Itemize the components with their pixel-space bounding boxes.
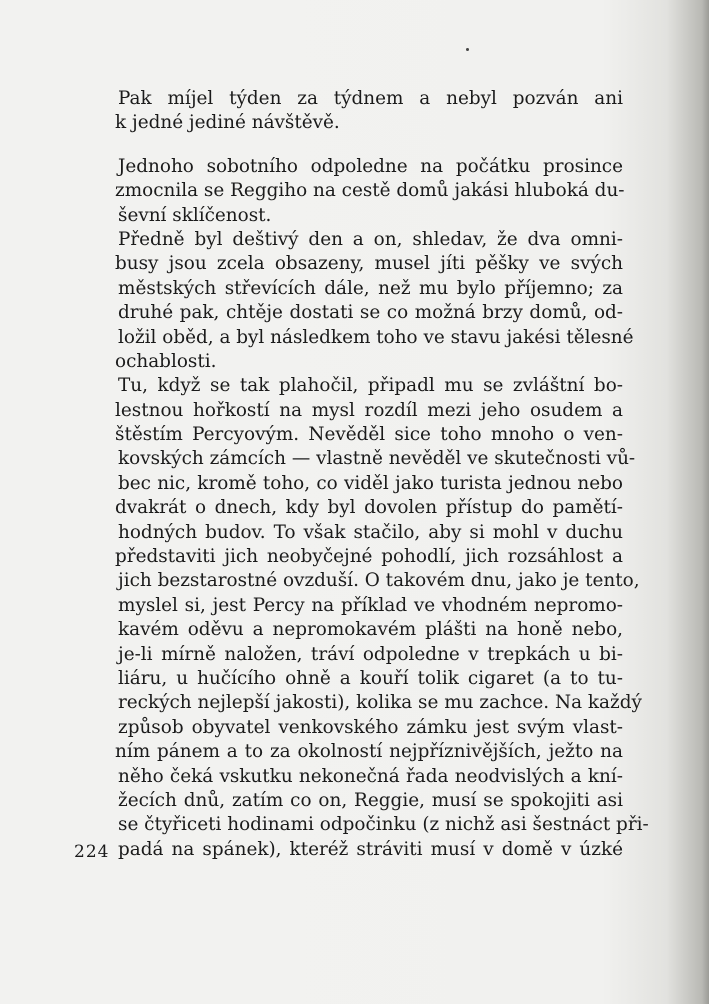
text-line: žecích dnů, zatím co on, Reggie, musí se spokojiti asi [118,789,623,811]
text-line: Předně byl deštivý den a on, shledav, že dva omni- [118,228,623,250]
text-line: busy jsou zcela obsazeny, musel jíti pěšky ve svých [115,253,623,275]
text-line: kovských zámcích — vlastně nevěděl ve skutečnosti vů- [118,448,636,470]
text-line: Jednoho sobotního odpoledne na počátku prosince [118,155,623,177]
text-line: se čtyřiceti hodinami odpočinku (z nichž asi šestnáct při- [118,814,649,836]
text-line: něho čeká vskutku nekonečná řada neodvislých a kní- [118,765,623,787]
text-line: Tu, když se tak plahočil, připadl mu se zvláštní bo- [118,375,623,397]
text-line: městských střevících dále, než mu bylo příjemno; za [118,277,623,299]
body-text [115,87,649,862]
text-line: představiti jich neobyčejné pohodlí, jich rozsáhlost a [115,546,623,568]
text-line: padá na spánek), kteréž stráviti musí v domě v úzké [118,838,623,860]
text-line: reckých nejlepší jakosti), kolika se mu zachce. Na každý [118,692,642,714]
text-line: ložil oběd, a byl následkem toho ve stavu jakési tělesné [118,326,634,348]
text-line: myslel si, jest Percy na příklad ve vhodném nepromo- [118,594,623,616]
text-line: hodných budov. To však stačilo, aby si mohl v duchu [118,521,623,543]
text-line: štěstím Percyovým. Nevěděl sice toho mnoho o ven- [115,424,623,446]
text-line: ním pánem a to za okolností nejpříznivějších, ježto na [115,741,623,763]
text-line: k jedné jediné návštěvě. [115,112,340,134]
text-line: ochablosti. [115,350,217,372]
text-line: liáru, u hučícího ohně a kouří tolik cigaret (a to tu- [118,667,623,689]
print-speck [466,48,469,51]
text-line: jich bezstarostné ovzduší. O takovém dnu, jako je tento, [118,570,640,592]
text-line: kavém oděvu a nepromokavém plášti na honě nebo, [118,619,623,641]
page-number: 224 [74,842,110,862]
text-line: bec nic, kromě toho, co viděl jako turista jednou nebo [118,472,623,494]
text-line: zmocnila se Reggiho na cestě domů jakási hluboká du- [115,180,625,202]
text-line: druhé pak, chtěje dostati se co možná brzy domů, od- [118,302,623,324]
text-line: lestnou hořkostí na mysl rozdíl mezi jeho osudem a [115,399,623,421]
text-line: ševní sklíčenost. [118,204,272,226]
text-line: Pak míjel týden za týdnem a nebyl pozván ani [118,88,623,109]
text-line: dvakrát o dnech, kdy byl dovolen přístup do pamětí- [115,497,623,519]
text-line: je-li mírně naložen, tráví odpoledne v trepkách u bi- [118,643,623,665]
text-line: způsob obyvatel venkovského zámku jest svým vlast- [118,716,623,738]
